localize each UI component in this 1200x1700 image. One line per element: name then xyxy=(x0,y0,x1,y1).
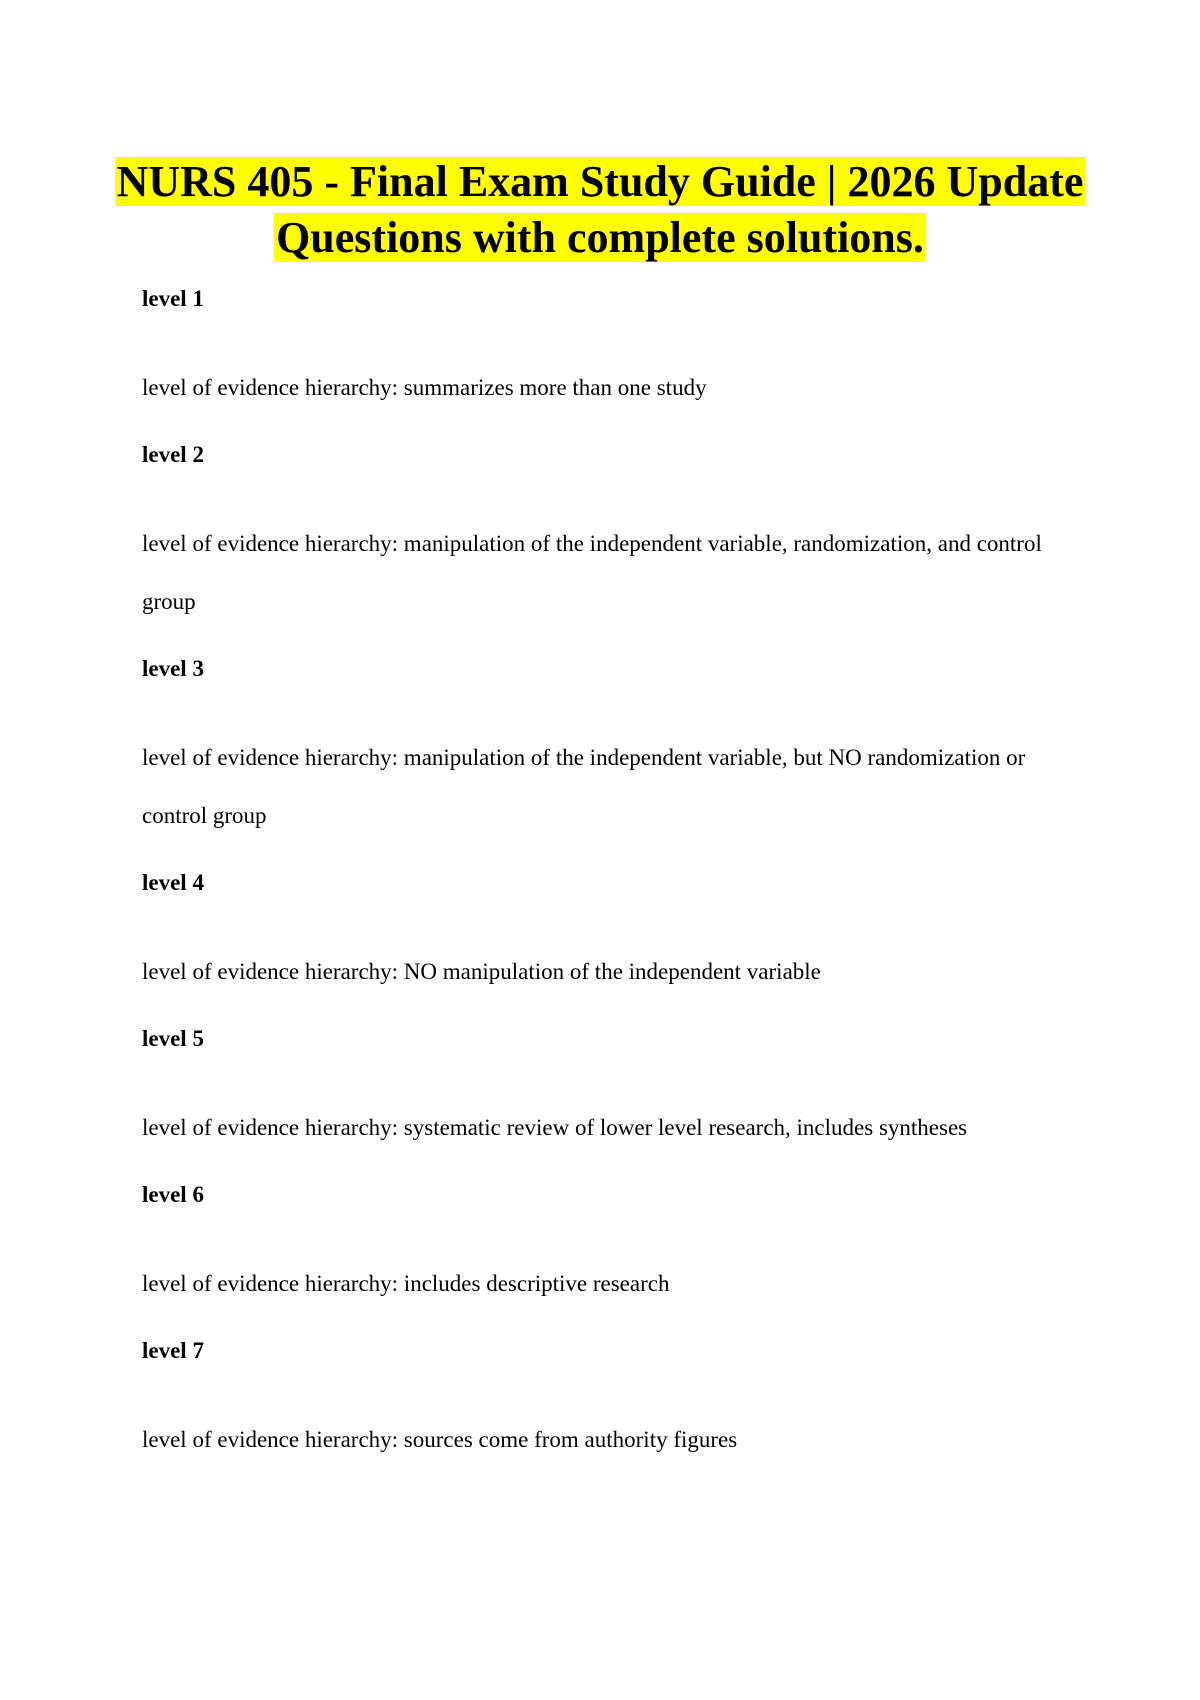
qa-item-level-6 xyxy=(142,1178,1072,1313)
qa-item-level-5 xyxy=(142,1022,1072,1157)
term-level-6: level 6 xyxy=(142,1182,204,1207)
qa-item-level-3 xyxy=(142,652,1072,845)
question-answer-list xyxy=(142,282,1072,1490)
definition-level-6: level of evidence hierarchy: includes descriptive research xyxy=(142,1271,670,1296)
definition-level-2: level of evidence hierarchy: manipulation of the independent variable, randomization, and control group xyxy=(142,531,1042,614)
term-level-2: level 2 xyxy=(142,442,204,467)
definition-level-3: level of evidence hierarchy: manipulation of the independent variable, but NO randomization or control group xyxy=(142,745,1026,828)
term-level-5: level 5 xyxy=(142,1026,204,1051)
qa-item-level-4 xyxy=(142,866,1072,1001)
term-level-1: level 1 xyxy=(142,286,204,311)
document-title xyxy=(100,154,1100,266)
definition-level-7: level of evidence hierarchy: sources come from authority figures xyxy=(142,1427,738,1452)
term-level-7: level 7 xyxy=(142,1338,204,1363)
qa-item-level-1 xyxy=(142,282,1072,417)
highlighted-title-text: NURS 405 - Final Exam Study Guide | 2026 Update Questions with complete solutions. xyxy=(116,157,1084,262)
definition-level-4: level of evidence hierarchy: NO manipulation of the independent variable xyxy=(142,959,821,984)
definition-level-5: level of evidence hierarchy: systematic review of lower level research, includes syntheses xyxy=(142,1115,968,1140)
term-level-3: level 3 xyxy=(142,656,204,681)
term-level-4: level 4 xyxy=(142,870,204,895)
qa-item-level-2 xyxy=(142,438,1072,631)
qa-item-level-7 xyxy=(142,1334,1072,1469)
definition-level-1: level of evidence hierarchy: summarizes more than one study xyxy=(142,375,707,400)
